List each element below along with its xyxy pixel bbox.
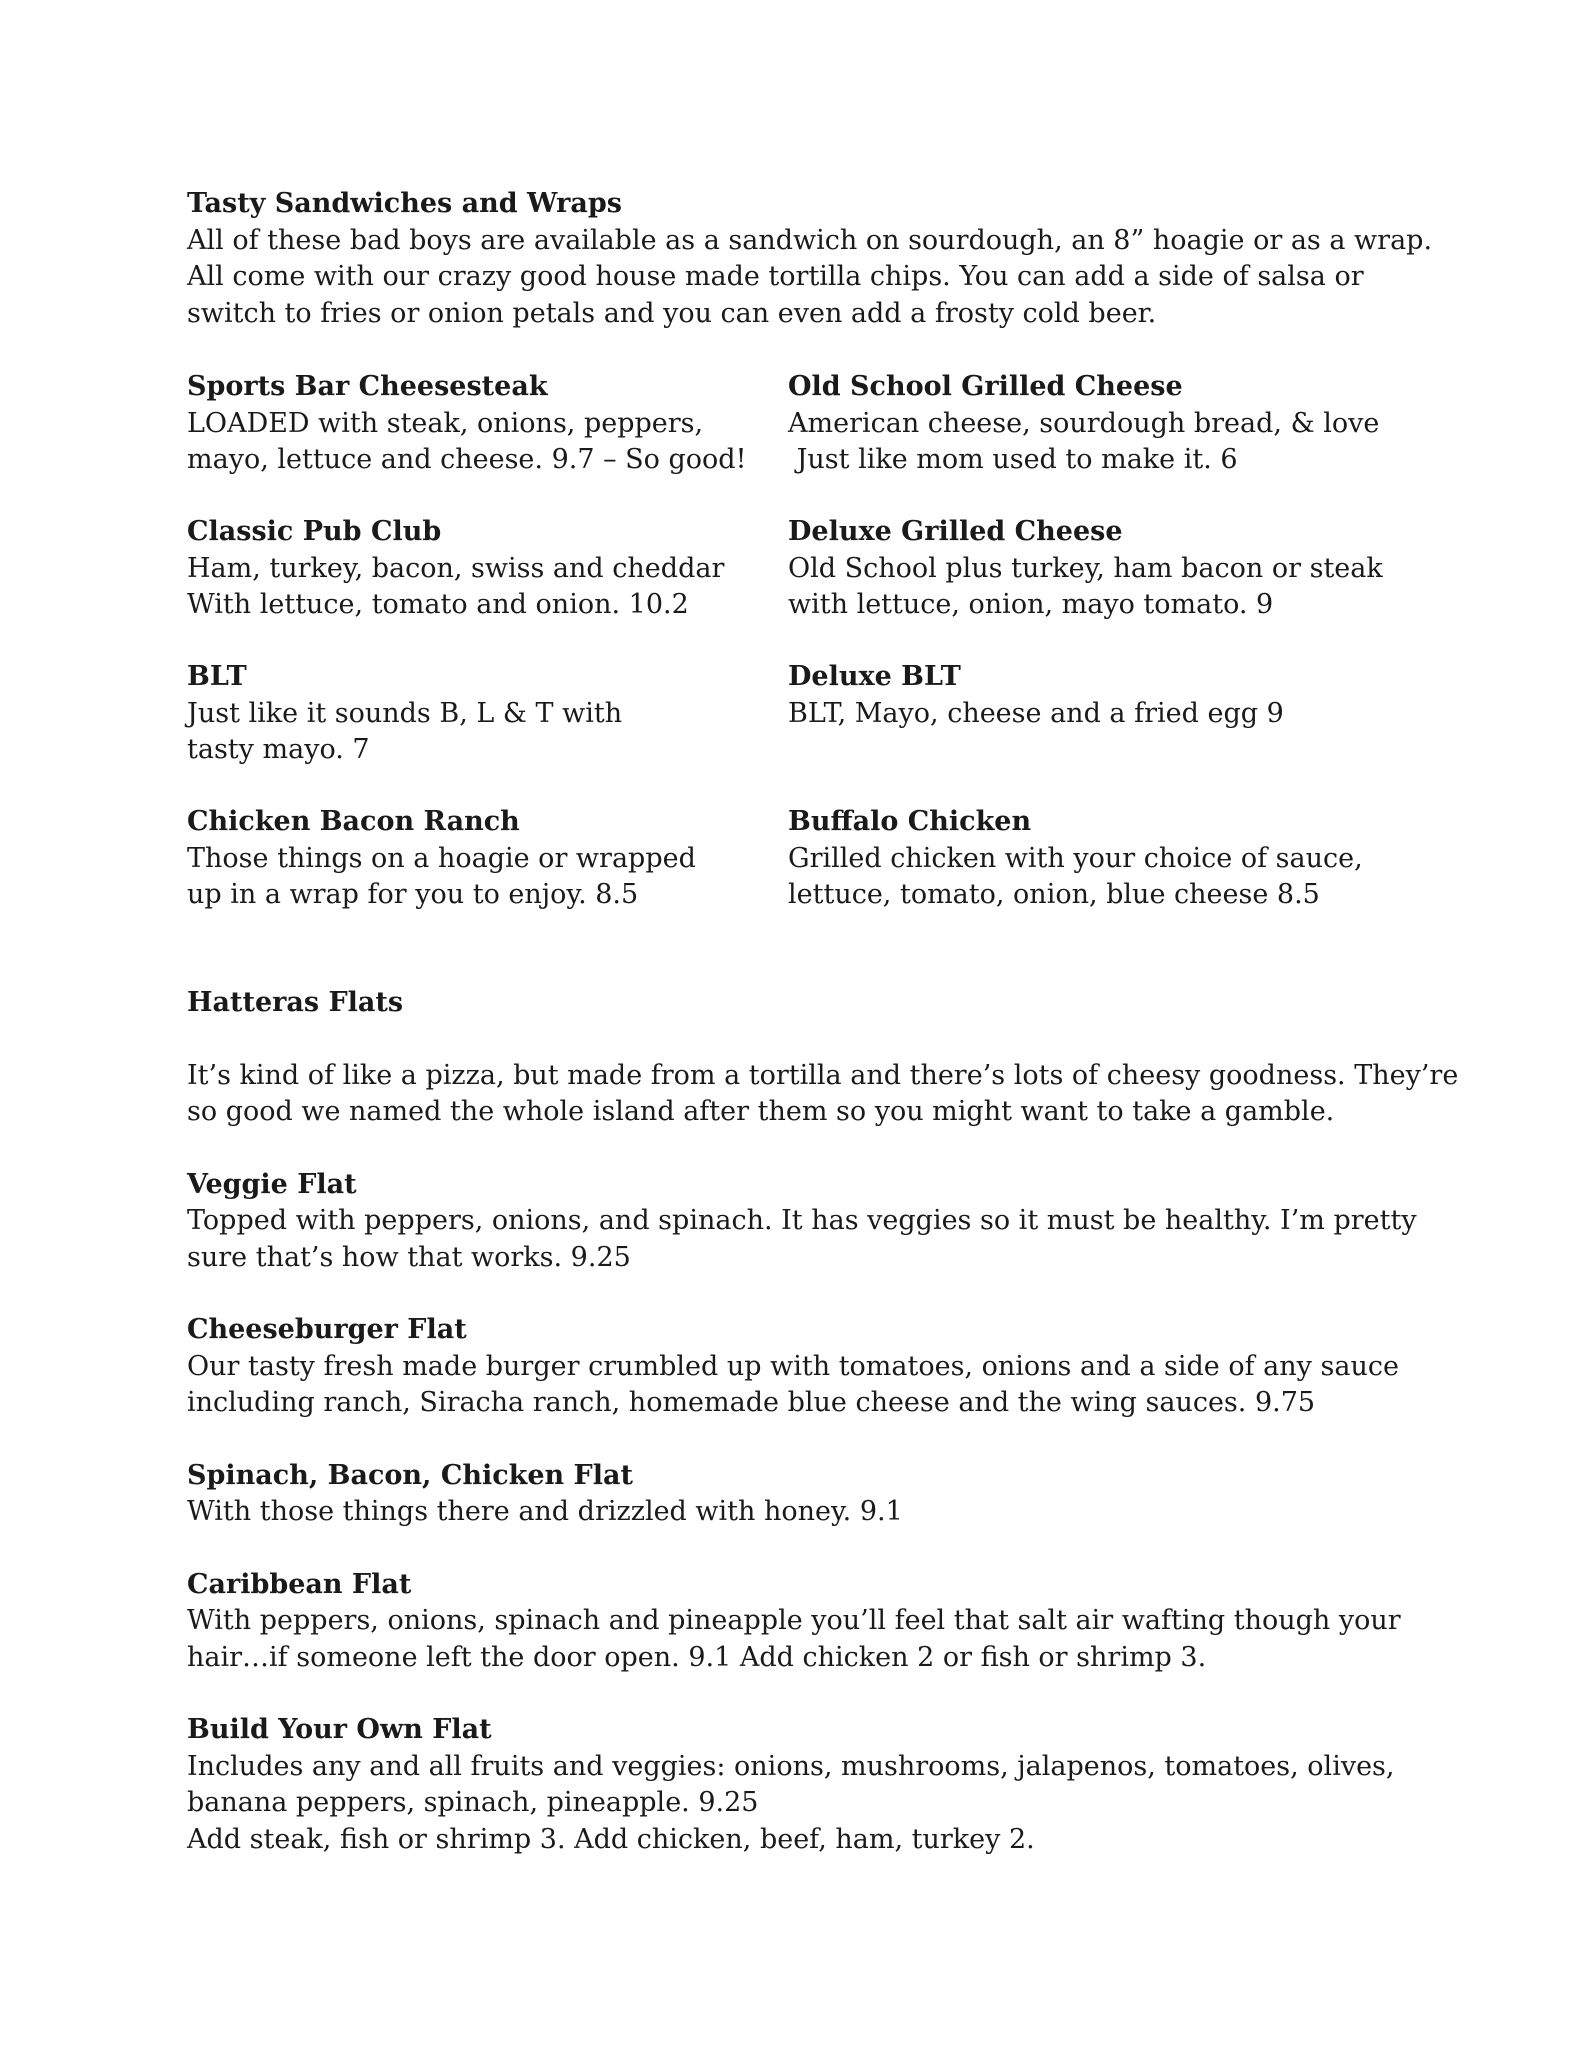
- item-description: Just like it sounds B, L & T with: [187, 697, 623, 729]
- menu-item: [187, 1712, 1407, 1858]
- intro-line: All come with our crazy good house made tortilla chips. You can add a side of salsa or: [187, 261, 1364, 292]
- menu-item: [187, 1312, 1407, 1422]
- menu-item: [187, 369, 767, 479]
- menu-item: [187, 514, 767, 624]
- menu-item: [187, 804, 767, 914]
- menu-item: [788, 514, 1383, 624]
- flats-section: [187, 985, 1459, 1858]
- section-title: Tasty Sandwiches and Wraps: [187, 188, 622, 219]
- item-name: Old School Grilled Cheese: [788, 371, 1183, 402]
- intro-line: so good we named the whole island after them so you might want to take a gamble.: [187, 1096, 1335, 1127]
- section-intro: [187, 223, 1433, 333]
- item-name: Cheeseburger Flat: [187, 1314, 467, 1345]
- item-description: Includes any and all fruits and veggies: onions, mushrooms, jalapenos, tomatoes, olives,: [187, 1750, 1395, 1782]
- item-description: With those things there and drizzled with honey. 9.1: [187, 1496, 903, 1527]
- sandwich-grid: [187, 369, 1407, 949]
- sandwiches-section: [187, 186, 1433, 949]
- intro-line: It’s kind of like a pizza, but made from a tortilla and there’s lots of cheesy goodness. They’re: [187, 1059, 1459, 1091]
- item-description: Old School plus turkey, ham bacon or steak: [788, 552, 1383, 584]
- item-name: Build Your Own Flat: [187, 1714, 492, 1745]
- item-description: lettuce, tomato, onion, blue cheese 8.5: [788, 879, 1320, 910]
- intro-line: switch to fries or onion petals and you can even add a frosty cold beer.: [187, 297, 1157, 329]
- item-description: including ranch, Siracha ranch, homemade blue cheese and the wing sauces. 9.75: [187, 1387, 1316, 1418]
- menu-item: [187, 1567, 1407, 1677]
- item-description: Add steak, fish or shrimp 3. Add chicken, beef, ham, turkey 2.: [187, 1823, 1035, 1855]
- menu-item: [788, 659, 1368, 732]
- item-description: sure that’s how that works. 9.25: [187, 1241, 631, 1273]
- item-description: mayo, lettuce and cheese. 9.7 – So good!: [187, 444, 747, 475]
- item-description: banana peppers, spinach, pineapple. 9.25: [187, 1787, 759, 1818]
- item-name: Classic Pub Club: [187, 516, 442, 547]
- item-description: Topped with peppers, onions, and spinach. It has veggies so it must be healthy. I’m pretty: [187, 1205, 1417, 1236]
- item-name: Chicken Bacon Ranch: [187, 806, 520, 837]
- item-description: with lettuce, onion, mayo tomato. 9: [788, 589, 1274, 620]
- item-description: Ham, turkey, bacon, swiss and cheddar: [187, 552, 725, 584]
- item-name: Spinach, Bacon, Chicken Flat: [187, 1459, 633, 1491]
- menu-item: [187, 659, 767, 769]
- menu-item: [788, 369, 1380, 479]
- menu-item: [187, 1167, 1417, 1277]
- item-description: Just like mom used to make it. 6: [788, 444, 1238, 475]
- item-description: With lettuce, tomato and onion. 10.2: [187, 589, 689, 620]
- item-name: Sports Bar Cheesesteak: [187, 371, 548, 402]
- item-name: BLT: [187, 661, 247, 692]
- item-name: Deluxe Grilled Cheese: [788, 516, 1123, 547]
- menu-item: [187, 1458, 1407, 1531]
- item-name: Caribbean Flat: [187, 1568, 412, 1600]
- item-description: hair…if someone left the door open. 9.1 Add chicken 2 or fish or shrimp 3.: [187, 1641, 1207, 1673]
- item-description: American cheese, sourdough bread, & love: [788, 407, 1380, 439]
- menu-item: [788, 804, 1368, 914]
- item-description: With peppers, onions, spinach and pineapple you’ll feel that salt air wafting though your: [187, 1605, 1401, 1636]
- item-description: Grilled chicken with your choice of sauce,: [788, 842, 1363, 874]
- item-description: tasty mayo. 7: [187, 734, 370, 765]
- item-name: Veggie Flat: [187, 1168, 357, 1200]
- item-name: Buffalo Chicken: [788, 806, 1032, 837]
- section-intro: [187, 1058, 1459, 1131]
- item-description: Our tasty fresh made burger crumbled up with tomatoes, onions and a side of any sauce: [187, 1350, 1399, 1382]
- item-description: LOADED with steak, onions, peppers,: [187, 407, 704, 439]
- item-description: BLT, Mayo, cheese and a fried egg 9: [788, 697, 1284, 729]
- section-title: Hatteras Flats: [187, 987, 404, 1018]
- intro-line: All of these bad boys are available as a sandwich on sourdough, an 8” hoagie or as a wrap.: [187, 224, 1433, 256]
- item-name: Deluxe BLT: [788, 661, 961, 692]
- item-description: up in a wrap for you to enjoy. 8.5: [187, 879, 639, 910]
- item-description: Those things on a hoagie or wrapped: [187, 842, 696, 874]
